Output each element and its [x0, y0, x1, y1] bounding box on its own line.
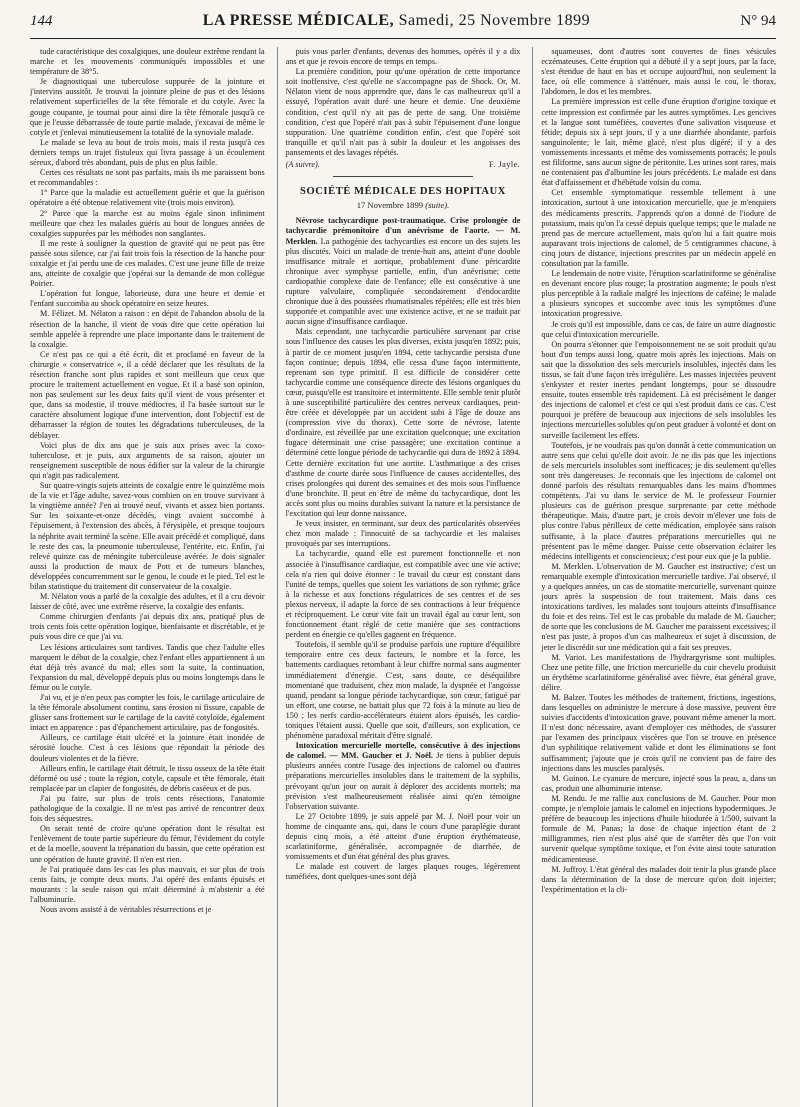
paragraph: 1° Parce que la maladie est actuellement guérie et que la guérison opératoire a été obtenue relativement vite (trois mois environ).	[30, 188, 265, 208]
paragraph: On pourra s'étonner que l'empoisonnement ne se soit produit qu'au bout d'un temps aussi long, quatre mois après les injections. Mais on sait que la dissolution des sels mercuriels insolubles, injectés dans les tissus, se fait d'une façon très irrégulière. Les masses injectées peuvent s'enkyster et rester inertes pendant longtemps, pour se dissoudre ensuite, toutes ensemble très rapidement. Là est précisément le danger des injections de calomel et c'est ce qui s'est produit dans ce cas. C'est pourquoi je préfère de beaucoup aux injections de sels insolubles les injections mercurielles solubles qu'on peut graduer à volonté et dont on surveille facilement les effets.	[541, 339, 776, 440]
paragraph: tude caractéristique des coxalgiques, une douleur extrême rendant la marche et les mouvements communiqués impossibles et une température de 38°5.	[30, 47, 265, 77]
paragraph: Toutefois, je ne voudrais pas qu'on donnât à cette communication un autre sens que celui qu'elle doit avoir. Je ne dis pas que les injections de sels mercuriels insolubles sont inefficaces; je dis seulement qu'elles sont très dangereuses. Je reconnais que les injections de calomel ont donné parfois des résultats remarquables dans les mains d'hommes compétents. J'ai vu dans le service de M. le professeur Fournier plusieurs cas de guérison presque surprenante par cette méthode thérapeutique. Mais, d'autre part, je crois devoir m'élever une fois de plus contre l'abus périlleux de cette médication, employée sans raison suffisante, à la place d'autres préparations mercurielles qui ne présentent pas le même danger. Puisse cette observation éclairer les médecins intelligents et consciencieux; c'est pour eux que je la publie.	[541, 440, 776, 561]
communication-merklen	[286, 216, 521, 327]
paragraph: Certes ces résultats ne sont pas parfaits, mais ils me paraissent bons et recommandables :	[30, 168, 265, 188]
paragraph: Le malade se leva au bout de trois mois, mais il resta jusqu'à ces derniers temps un trajet fistuleux qui livra passage à un écoulement séreux, d'abord très abondant, puis de plus en plus faible.	[30, 137, 265, 168]
paragraph: La pathogénie des tachycardies est encore un des sujets les plus discutés. Voici un malade de trente-huit ans, atteint d'une double insuffisance mitrale et aortique, probablement d'une péricardite chronique avec symphyse partielle, enfin, d'un anévrisme; cette cardiopathie complexe date de l'enfance; elle est consécutive à une rupture valvulaire, compliquée secondairement d'endocardite chronique due à des poussées rhumatismales répétées; elle est très bien supportée et compatible avec une existence active, et ne se traduit par aucun signe d'insuffisance cardiaque.	[285, 236, 521, 327]
column-right	[532, 47, 776, 1107]
paragraph: 2° Parce que la marche est au moins égale sinon infiniment meilleure que chez les malades guéris au bout de longues années de coxalgies suppurées par les méthodes non sanglantes.	[30, 208, 265, 238]
article-columns	[30, 47, 776, 1107]
paragraph: La première impression est celle d'une éruption d'origine toxique et cette impression est confirmée par les autres symptômes. Les gencives et la langue sont tuméfiées, couvertes d'une salivation visqueuse et fétide; depuis six à sept jours, il y a une diarrhée abondante, parfois sanguinolente; le lait, même glacé, n'est plus digéré; il y a des vomissements incessants et même des vomissements porracés; le pouls est filiforme, sans aucun signe de péritonite. Les urines sont rares, mais ne contenaient pas d'albumine les jours précédents. Le malade est dans état d'affaissement et d'hébétude voisin du coma.	[541, 97, 776, 188]
paragraph: La première condition, pour qu'une opération de cette importance soit inoffensive, c'est qu'elle ne s'accompagne pas de Shock. Or, M. Nélaton vient de nous apprendre que, dans le cas malheureux qu'il a essuyé, l'opération avait duré une heure et demie. Une deuxième condition, c'est qu'il n'y ait pas de perte de sang. Une troisième condition, c'est que l'opéré n'ait pas à subir l'épuisement d'une longue suppuration. Une quatrième condition enfin, c'est que l'opéré soit tranquille et qu'il n'ait pas à subir la douleur et les angoisses des pansements et des lavages répétés.	[285, 67, 521, 157]
paragraph: Le 27 Octobre 1899, je suis appelé par M. J. Noël pour voir un homme de cinquante ans, qui, dans le cours d'une paraplégie durant depuis cinq mois, a été atteint d'une éruption érythémateuse, scarlatiniforme, généralisée, accompagnée de diarrhée, de vomissements et d'un état général des plus graves.	[285, 811, 521, 862]
paragraph: L'opération fut longue, laborieuse, dura une heure et demie et l'enfant succomba au shock opératoire en seize heures.	[30, 289, 265, 309]
paragraph: On serait tenté de croire qu'une opération dont le résultat est l'enlèvement de toute partie supérieure du fémur, l'évidement du cotyle et de la moelle, souvent la trépanation du bassin, que cette opération est une opération de haute gravité. Il n'en est rien.	[30, 824, 265, 864]
paragraph: Toutefois, il semble qu'il se produise parfois une rupture d'équilibre temporaire entre ces deux facteurs, le nombre et la force, les battements cardiaques retombant à leur chiffre normal sans augmenter immédiatement d'énergie. C'est, sans doute, ce déséquilibre momentané que traduisent, chez mon malade, la dyspnée et l'angoisse quand, pendant sa longue période tachycardique, son cœur, fatigué par un effort, une course, ne battait plus que 72 fois à la minute au lieu de 150 ; les nerfs cardio-accélérateurs étaient alors épuisés, les cardio-toniques l'étaient aussi. Quelle que soit, d'ailleurs, son explication, ce phénomène paradoxal méritait d'être signalé.	[285, 640, 521, 741]
paragraph: Les lésions articulaires sont tardives. Tandis que chez l'adulte elles marquent le début de la coxalgie, chez l'enfant elles appartiennent à un état déjà très avancé du mal; elles sont la suite, la continuation, l'expansion du mal, développé depuis plus ou moins longtemps dans le fémur ou le cotyle.	[30, 642, 265, 692]
author-name: F. Jayle.	[488, 160, 521, 170]
paragraph: M. Merklen. L'observation de M. Gaucher est instructive; c'est un remarquable exemple d'intoxication mercurielle tardive. J'ai observé, il y a quelques années, un cas de stomatite mercurielle, survenant quinze jours après la suspension de tout traitement. Mais dans ces intoxications tardives, les malades sont toujours atteints d'insuffisance du foie et des reins. Tel est le cas probable du malade de M. Gaucher; de sorte que les conclusions de M. Gaucher me paraissent excessives; il n'est pas juste, à propos d'un cas malheureux et sujet à discussion, de jeter le discrédit sur une médication qui a fait ses preuves.	[541, 561, 776, 652]
paragraph: La tachycardie, quand elle est purement fonctionnelle et non associée à l'insuffisance cardiaque, est compatible avec une vie active; cela n'a rien qui doive étonner : le travail du cœur est constant dans l'unité de temps, quelles que soient les variations de son rythme; grâce à la richesse et aux fonctions régulatrices de ses centres et de ses plexus nerveux, il adapte la force de ses contractions à leur fréquence et réciproquement. Le cœur vite fait un travail égal au cœur lent, son fonctionnement étant réglé de cette manière que ses contractions perdent en énergie ce qu'elles gagnent en fréquence.	[285, 549, 521, 640]
paragraph: Ailleurs enfin, le cartilage était détruit, le tissu osseux de la tête était déformé ou usé ; toute la région, cotyle, capsule et tête fémorale, était remplacée par un clapier de fongosités, de débris caséeux et de pus.	[30, 763, 265, 793]
paragraph: M. Guinon. Le cyanure de mercure, injecté sous la peau, a, dans un cas, produit une albuminurie intense.	[541, 773, 776, 793]
subheading-intoxication: Intoxication mercurielle mortelle, consécutive à des injections de calomel. — MM. Gaucher et J. Noël.	[285, 741, 521, 761]
column-left	[30, 47, 265, 1107]
issue-date: Samedi, 25 Novembre 1899	[398, 12, 591, 29]
paragraph: Je diagnostiquai une tuberculose suppurée de la jointure et j'intervins aussitôt. Je trouvai la jointure pleine de pus et des lésions relativement superficielles de la tête fémorale et du cotyle. Avec la gouge coupante, je tournai pour ainsi dire la tête fémorale jusqu'à ce que je l'eusse débarrassée de toute partie malade, j'excavai de même le cotyle et j'enlevai minutieusement la totalité de la synoviale malade.	[30, 77, 265, 137]
section-date: 17 Novembre 1899 (suite).	[356, 200, 450, 211]
page-header	[30, 12, 776, 39]
paragraph: Le malade est couvert de larges plaques rouges, légèrement tuméfiées, dont quelques-unes sont déjà	[285, 862, 521, 882]
paragraph: Cet ensemble symptomatique ressemble tellement à une intoxication, surtout à une intoxication mercurielle, que je m'enquiers des médicaments prescrits. J'apprends qu'on a donné de l'iodure de potassium, mais qu'on l'a cessé depuis quelque temps; que le malade ne prend pas de mercure actuellement, mais qu'on lui a fait quatre mois auparavant trois injections de calomel, de 5 centigrammes chacune, à cinq jours de distance, injections prescrites par un médecin appelé en consultation par la famille.	[541, 188, 776, 268]
paragraph: Comme chirurgien d'enfants j'ai depuis dix ans, pratiqué plus de trois cents fois cette opération logique, bienfaisante et discrétable, et je puis vous dire ce que j'ai vu.	[30, 612, 265, 642]
article-signature	[286, 160, 521, 170]
paragraph: M. Balzer. Toutes les méthodes de traitement, frictions, ingestions, dans lesquelles on administre le mercure à dose massive, peuvent être suivies d'accidents d'intoxication grave, pouvant même amener la mort. Il n'est donc nécessaire, avant d'employer ces méthodes, de s'assurer par l'examen des principaux viscères que l'on se trouve en présence d'un syphilitique relativement valide et dont les éliminations se font suffisamment; j'ajoute que je crois qu'il ne convient pas de faire des injections dans les muscles paralysés.	[541, 693, 776, 773]
issue-number: N° 94	[740, 13, 776, 29]
to-be-continued: (A suivre).	[285, 160, 320, 170]
paragraph: J'ai pu faire, sur plus de trois cents résections, l'anatomie pathologique de la coxalgie. Il ne m'est pas arrivé de rencontrer deux fois des séquestres.	[30, 793, 265, 824]
paragraph: Il me reste à souligner la question de gravité qui ne peut pas être passée sous silence, car j'ai fait trois fois la résection de la hanche pour coxalgie et j'ai perdu une de ces malades. C'est une jeune fille de treize ans, atteinte de coxalgie que j'opérai sur la demande de mon collègue Poirier.	[30, 238, 265, 289]
paragraph: squameuses, dont d'autres sont couvertes de fines vésicules eczémateuses. Cette éruption qui a débuté il y a sept jours, par la face, s'est étendue de haut en bas et occupe aujourd'hui, non seulement la face, où elle commence à s'atténuer, mais aussi le cou, le thorax, l'abdomen, le dos et les membres.	[541, 47, 776, 97]
paragraph: J'ai vu, et je n'en peux pas compter les fois, le cartilage articulaire de la tête fémorale absolument continu, sans érosion ni fissure, capable de glisser sans frottement sur le cartilage de la cavité cotyloïde, également intact en apparence : pas d'épanchement articulaire, pas de fongosités.	[30, 693, 265, 733]
paragraph: Sur quatre-vingts sujets atteints de coxalgie entre le quinzième mois de la vie et l'âge adulte, savez-vous combien on en trouve survivant à la vingtième année? J'en ai trouvé neuf, vivants et assez bien portants. Sur les soixante-et-onze décédés, vingt avaient succombé à l'épuisement, à l'extension des abcès, à l'érysipèle, et presque toujours la néphrite avait terminé la scène. Elle avait précédé et compliqué, dans le reste des cas, la pneumonie tuberculeuse, l'entérite, etc. Enfin, j'ai relevé quinze cas de méningite tuberculeuse avérée. Je dois signaler aussi la production de maux de Pott et de tumeurs blanches, développées concurremment sur le genou, le coude et le pied. Tel est le bilan statistique du traitement dit conservateur de la coxalgie.	[30, 481, 265, 591]
paragraph: Je tiens à publier depuis plusieurs années contre l'usage des injections de calomel ou d'autres préparations mercurielles insolubles dans le traitement de la syphilis, prévoyant qu'un jour on aurait à déplorer des accidents mortels; ma prévision s'est malheureusement réalisée ainsi qu'en témoigne l'observation suivante.	[285, 751, 521, 811]
paragraph: Ce n'est pas ce qui a été écrit, dit et proclamé en faveur de la chirurgie « conservatrice », il a cédé déclarer que les résultats de la résection franche sont plus rapides et sont meilleurs que ceux que procure le traitement actuellement en vogue. Et il a basé son opinion, non pas seulement sur les deux faits qu'il vient de vous présenter et que, dans sa modestie, il trouve médiocres, il l'a basée surtout sur le caractère absolument logique d'une intervention, dont l'objectif est de débarrasser la région de toutes les dégradations tuberculeuses, de la déblayer.	[30, 349, 265, 440]
journal-title: LA PRESSE MÉDICALE,	[202, 12, 395, 29]
paragraph: Je veux insister, en terminant, sur deux des particularités observées chez mon malade : l'innocuité de sa tachycardie et les malaises provoqués par ses interruptions.	[285, 519, 521, 549]
paragraph: M. Rendu. Je me rallie aux conclusions de M. Gaucher. Pour mon compte, je n'emploie jamais le calomel en injections hypodermiques. Je préfère de beaucoup les injections d'huile biiodurée à 1/500, suivant la formule de M. Panas; la dose de chaque injection étant de 2 milligrammes, rien n'est plus aisé que de s'arrêter dès que l'on voit survenir quelque symptôme toxique, et l'on évite ainsi toute saturation médicamenteuse.	[541, 793, 776, 864]
paragraph: Mais cependant, une tachycardie particulière survenant par crise sous l'influence des causes les plus diverses, exista jusqu'en 1892; puis, à partir de ce moment jusqu'en 1894, cette tachycardie persista d'une façon continue; depuis 1894, elle cessa d'une façon intermittente, reprenant son type primitif. Il est difficile de considérer cette tachycardie comme une conséquence directe des lésions organiques du cœur, puisqu'elle est transitoire et intermittente. Elle semble tenir plutôt à une susceptibilité particulière des centres nerveux cardiaques, peut-être créée et développée par un accident subi à l'âge de douze ans (compression vive du thorax). Cette sorte de névrose, latente d'ordinaire, est réveillée par une excitation quelconque; une excitation fugace déterminait une crise passagère; une excitation continue a déterminé cette longue période de tachycardie qui dura de 1892 à 1894. Cette dernière excitation fut une aortite. L'asthmatique a des crises d'asthme de courte durée sous l'influence de causes accidentelles, des crises prolongées qui durent des semaines et des mois sous l'influence d'une bronchite. Il peut en être de même du tachycardique, dont les accès sont plus ou moins durables suivant la nature et la persistance de l'excitation qui leur donne naissance.	[285, 327, 521, 519]
subheading-tachycardie: Névrose tachycardique post-traumatique. Crise prolongée de tachycardie prémonitoire d'un anévrisme de l'aorte. — M. Merklen.	[285, 216, 521, 246]
paragraph: M. Juffroy. L'état général des malades doit tenir la plus grande place dans la détermination de la dose de mercure qu'on doit injecter; l'expérimentation et la cli-	[541, 864, 776, 894]
section-title: SOCIÉTÉ MÉDICALE DES HOPITAUX	[300, 186, 506, 198]
paragraph: Nous avons assisté à de véritables résurrections et je	[40, 904, 212, 914]
paragraph: M. Félizet. M. Nélaton a raison : en dépit de l'abandon absolu de la résection de la hanche, il vient de vous dire que cette opération lui semble appelée à reprendre une place importante dans le traitement de la coxalgie.	[30, 309, 265, 349]
column-middle	[277, 47, 521, 1107]
paragraph: Ailleurs, ce cartilage était ulcéré et la jointure était inondée de sérosité louche. C'est à ces lésions que répondait la période des douleurs violentes et de la fièvre.	[30, 733, 265, 763]
paragraph: puis vous parler d'enfants, devenus des hommes, opérés il y a dix ans et que je revois encore de temps en temps.	[285, 47, 521, 67]
page-number: 144	[30, 13, 53, 29]
masthead	[203, 12, 590, 30]
paragraph: M. Variot. Les manifestations de l'hydrargyrisme sont multiples. Chez une petite fille, une friction mercurielle du cuir chevelu produisit un érythème scarlatiniforme généralisé avec fièvre, état général grave, délire.	[541, 652, 776, 692]
communication-gaucher	[286, 741, 521, 812]
paragraph: Le lendemain de notre visite, l'éruption scarlatiniforme se généralise en devenant encore plus rouge; la prostration augmente; le pouls n'est plus perceptible à la radiale malgré les injections de caféine; le malade a plusieurs syncopes et succombe avec tous les symptômes d'une intoxication progressive.	[541, 269, 776, 319]
section-divider	[333, 176, 474, 177]
paragraph: Voici plus de dix ans que je suis aux prises avec la coxo-tuberculose, et je puis, aux arguments de sa raison, ajouter un renseignement susceptible de nous édifier sur la valeur de la chirurgie qui n'agit pas radicalement.	[30, 440, 265, 480]
paragraph: Je l'ai pratiquée dans les cas les plus mauvais, et sur plus de trois cents faits, je compte deux morts. J'ai opéré des enfants épuisés et mourants : la seule raison qui m'ait déterminé à m'abstenir a été l'albuminurie.	[30, 864, 265, 904]
paragraph: M. Nélaton vous a parlé de la coxalgie des adultes, et il a cru devoir laisser de côté, avec une extrême réserve, la coxalgie des enfants.	[30, 592, 265, 612]
paragraph: Je crois qu'il est impossible, dans ce cas, de faire un autre diagnostic que celui d'intoxication mercurielle.	[541, 319, 776, 339]
